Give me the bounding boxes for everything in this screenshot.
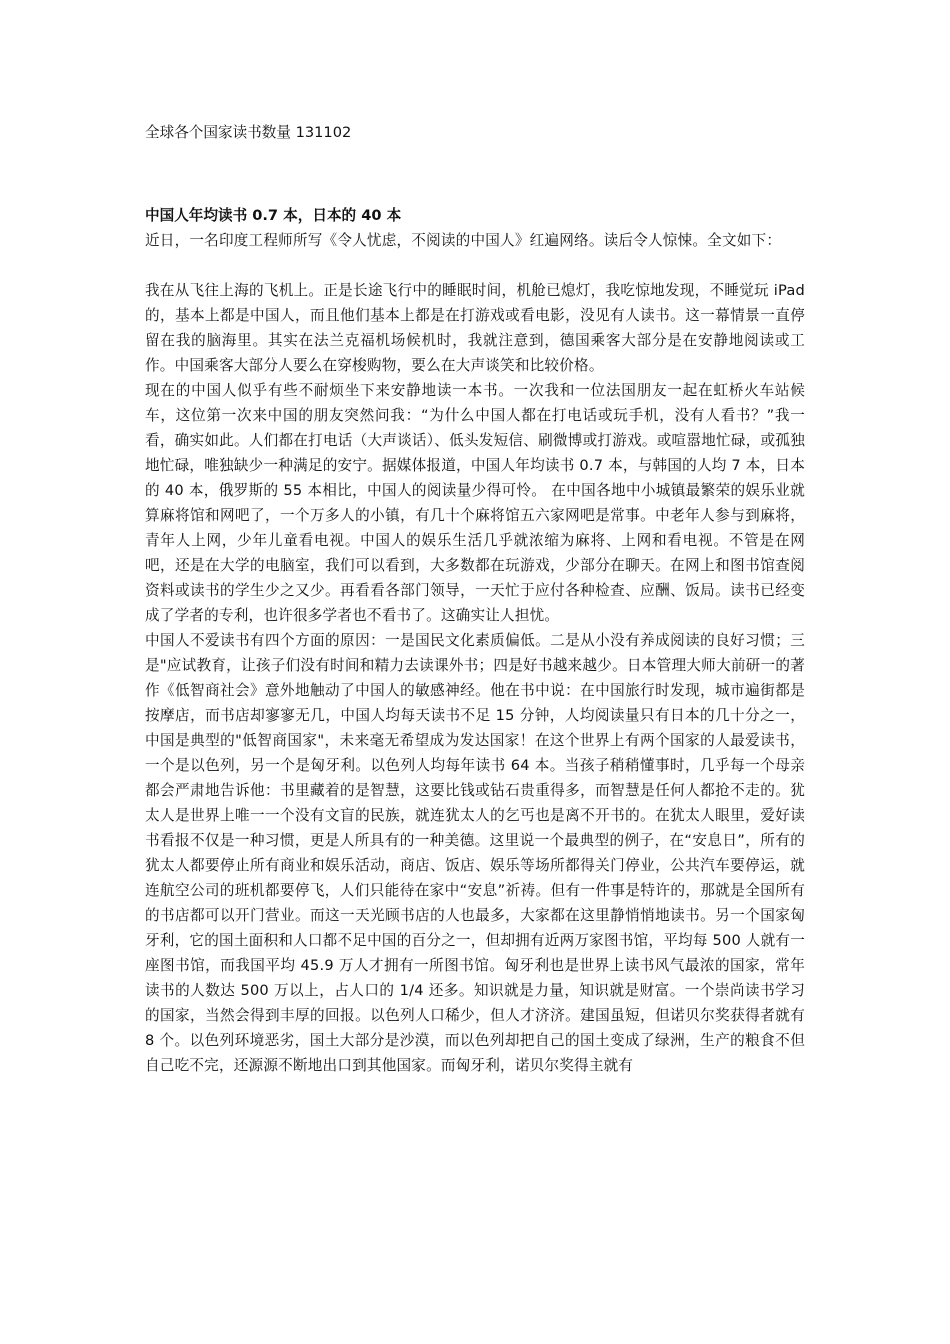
- article-paragraph: 我在从飞往上海的飞机上。正是长途飞行中的睡眠时间，机舱已熄灯，我吃惊地发现，不睡觉玩 iPad 的，基本上都是中国人，而且他们基本上都是在打游戏或看电影，没见有人读书。这一幕情景一直停留在我的脑海里。其实在法兰克福机场候机时，我就注意到，德国乘客大部分是在安静地阅读或工作。中国乘客大部分人要么在穿梭购物，要么在大声谈笑和比较价格。: [145, 282, 805, 374]
- article-paragraph: 现在的中国人似乎有些不耐烦坐下来安静地读一本书。一次我和一位法国朋友一起在虹桥火车站候车，这位第一次来中国的朋友突然问我：“为什么中国人都在打电话或玩手机，没有人看书？”我一看，确实如此。人们都在打电话（大声谈话）、低头发短信、刷微博或打游戏。或喧嚣地忙碌，或孤独地忙碌，唯独缺少一种满足的安宁。据媒体报道，中国人年均读书 0.7 本，与韩国的人均 7 本，日本的 40 本，俄罗斯的 55 本相比，中国人的阅读量少得可怜。 在中国各地中小城镇最繁荣的娱乐业就算麻将馆和网吧了，一个万多人的小镇，有几十个麻将馆五六家网吧是常事。中老年人参与到麻将，青年人上网，少年儿童看电视。中国人的娱乐生活几乎就浓缩为麻将、上网和看电视。不管是在网吧，还是在大学的电脑室，我们可以看到，大多数都在玩游戏，少部分在聊天。在网上和图书馆查阅资料或读书的学生少之又少。再看看各部门领导，一天忙于应付各种检查、应酬、饭局。读书已经变成了学者的专利，也许很多学者也不看书了。这确实让人担忧。: [145, 382, 805, 624]
- article-intro: 近日，一名印度工程师所写《令人忧虑，不阅读的中国人》红遍网络。读后令人惊悚。全文如下：: [145, 232, 782, 249]
- document-title: 全球各个国家读书数量 131102: [145, 124, 352, 141]
- article-headline: 中国人年均读书 0.7 本，日本的 40 本: [145, 207, 402, 224]
- article-paragraph: 中国人不爱读书有四个方面的原因：一是国民文化素质偏低。二是从小没有养成阅读的良好习惯；三是"应试教育，让孩子们没有时间和精力去读课外书；四是好书越来越少。日本管理大师大前研一的著作《低智商社会》意外地触动了中国人的敏感神经。他在书中说：在中国旅行时发现，城市遍街都是按摩店，而书店却寥寥无几，中国人均每天读书不足 15 分钟，人均阅读量只有日本的几十分之一，中国是典型的"低智商国家"，未来毫无希望成为发达国家！在这个世界上有两个国家的人最爱读书，一个是以色列，另一个是匈牙利。以色列人均每年读书 64 本。当孩子稍稍懂事时，几乎每一个母亲都会严肃地告诉他：书里藏着的是智慧，这要比钱或钻石贵重得多，而智慧是任何人都抢不走的。犹太人是世界上唯一一个没有文盲的民族，就连犹太人的乞丐也是离不开书的。在犹太人眼里，爱好读书看报不仅是一种习惯，更是人所具有的一种美德。这里说一个最典型的例子，在“安息日”，所有的犹太人都要停止所有商业和娱乐活动，商店、饭店、娱乐等场所都得关门停业，公共汽车要停运，就连航空公司的班机都要停飞，人们只能待在家中“安息”祈祷。但有一件事是特许的，那就是全国所有的书店都可以开门营业。而这一天光顾书店的人也最多，大家都在这里静悄悄地读书。另一个国家匈牙利，它的国土面积和人口都不足中国的百分之一，但却拥有近两万家图书馆，平均每 500 人就有一座图书馆，而我国平均 45.9 万人才拥有一所图书馆。匈牙利也是世界上读书风气最浓的国家，常年读书的人数达 500 万以上，占人口的 1/4 还多。知识就是力量，知识就是财富。一个崇尚读书学习的国家，当然会得到丰厚的回报。以色列人口稀少，但人才济济。建国虽短，但诺贝尔奖获得者就有 8 个。以色列环境恶劣，国土大部分是沙漠，而以色列却把自己的国土变成了绿洲，生产的粮食不但自己吃不完，还源源不断地出口到其他国家。而匈牙利，诺贝尔奖得主就有: [145, 632, 805, 1074]
- document-body: [145, 120, 805, 1078]
